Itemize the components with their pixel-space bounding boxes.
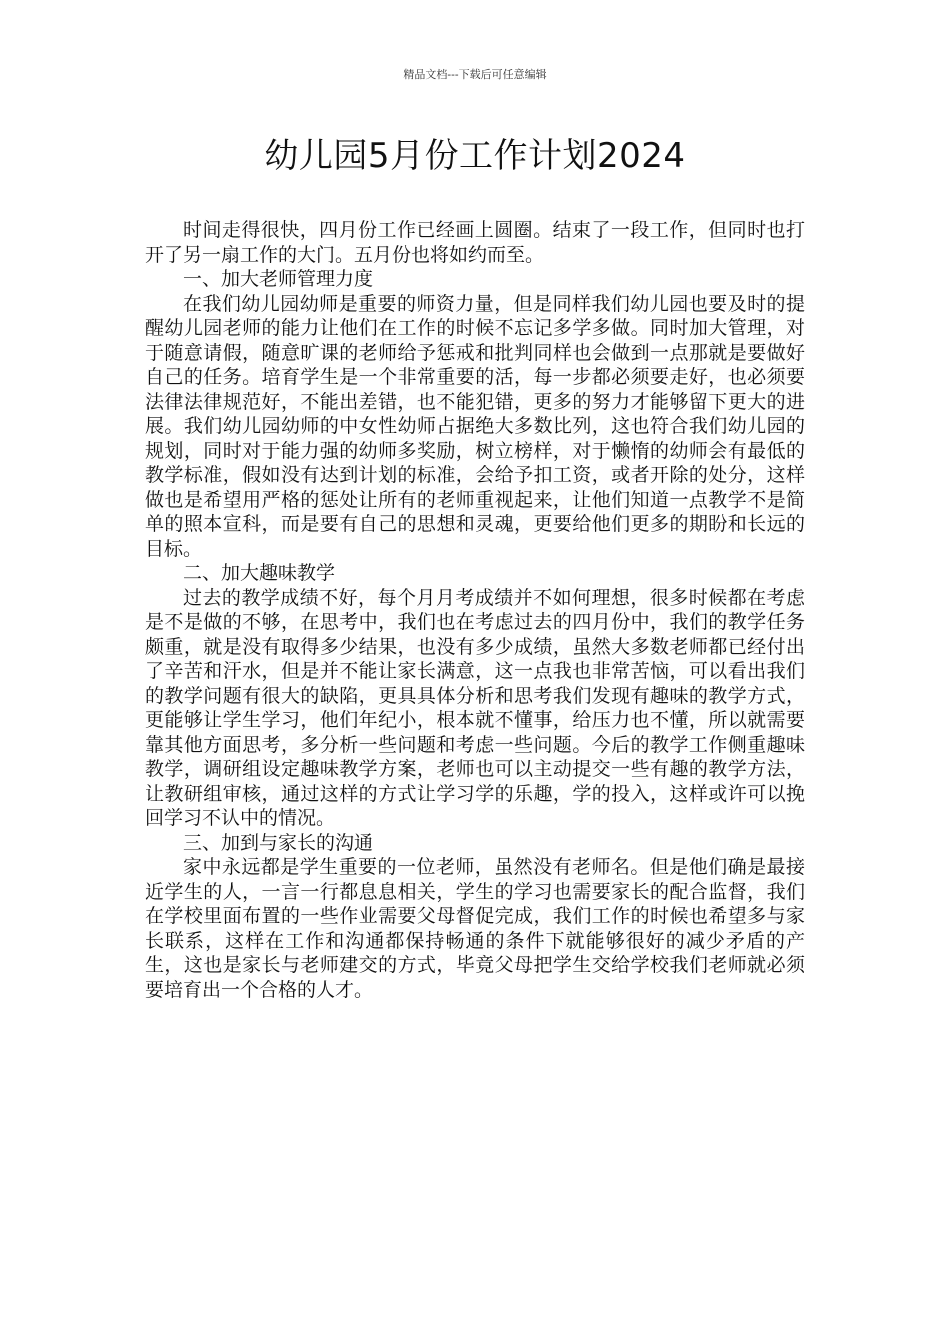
header-note: 精品文档---下载后可任意编辑 [403, 68, 547, 81]
paragraph-intro: 时间走得很快，四月份工作已经画上圆圈。结束了一段工作，但同时也打开了另一扇工作的大门。五月份也将如约而至。 [145, 219, 805, 266]
document-body [145, 218, 805, 1002]
paragraph-section-2: 过去的教学成绩不好，每个月月考成绩并不如何理想，很多时候都在考虑是不是做的不够，在思考中，我们也在考虑过去的四月份中，我们的教学任务颇重，就是没有取得多少结果，也没有多少成绩，虽然大多数老师都已经付出了辛苦和汗水，但是并不能让家长满意，这一点我也非常苦恼，可以看出我们的教学问题有很大的缺陷，更具具体分析和思考我们发现有趣味的教学方式，更能够让学生学习，他们年纪小，根本就不懂事，给压力也不懂，所以就需要靠其他方面思考，多分析一些问题和考虑一些问题。今后的教学工作侧重趣味教学，调研组设定趣味教学方案，老师也可以主动提交一些有趣的教学方法，让教研组审核，通过这样的方式让学习学的乐趣，学的投入，这样或许可以挽回学习不认中的情况。 [145, 586, 805, 829]
document-title: 幼儿园5月份工作计划2024 [264, 136, 686, 176]
section-heading-2: 二、加大趣味教学 [183, 562, 336, 584]
paragraph-section-1: 在我们幼儿园幼师是重要的师资力量，但是同样我们幼儿园也要及时的提醒幼儿园老师的能力让他们在工作的时候不忘记多学多做。同时加大管理，对于随意请假，随意旷课的老师给予惩戒和批判同样也会做到一点那就是要做好自己的任务。培育学生是一个非常重要的活，每一步都必须要走好，也必须要法律法律规范好，不能出差错，也不能犯错，更多的努力才能够留下更大的进展。我们幼儿园幼师的中女性幼师占据绝大多数比列，这也符合我们幼儿园的规划，同时对于能力强的幼师多奖励，树立榜样，对于懒惰的幼师会有最低的教学标准，假如没有达到计划的标准，会给予扣工资，或者开除的处分，这样做也是希望用严格的惩处让所有的老师重视起来，让他们知道一点教学不是简单的照本宣科，而是要有自己的思想和灵魂，更要给他们更多的期盼和长远的目标。 [145, 292, 805, 560]
paragraph-section-3: 家中永远都是学生重要的一位老师，虽然没有老师名。但是他们确是最接近学生的人，一言一行都息息相关，学生的学习也需要家长的配合监督，我们在学校里面布置的一些作业需要父母督促完成，我们工作的时候也希望多与家长联系，这样在工作和沟通都保持畅通的条件下就能够很好的减少矛盾的产生，这也是家长与老师建交的方式，毕竟父母把学生交给学校我们老师就必须要培育出一个合格的人才。 [145, 856, 805, 1001]
section-heading-1: 一、加大老师管理力度 [183, 268, 374, 290]
section-heading-3: 三、加到与家长的沟通 [183, 831, 374, 854]
